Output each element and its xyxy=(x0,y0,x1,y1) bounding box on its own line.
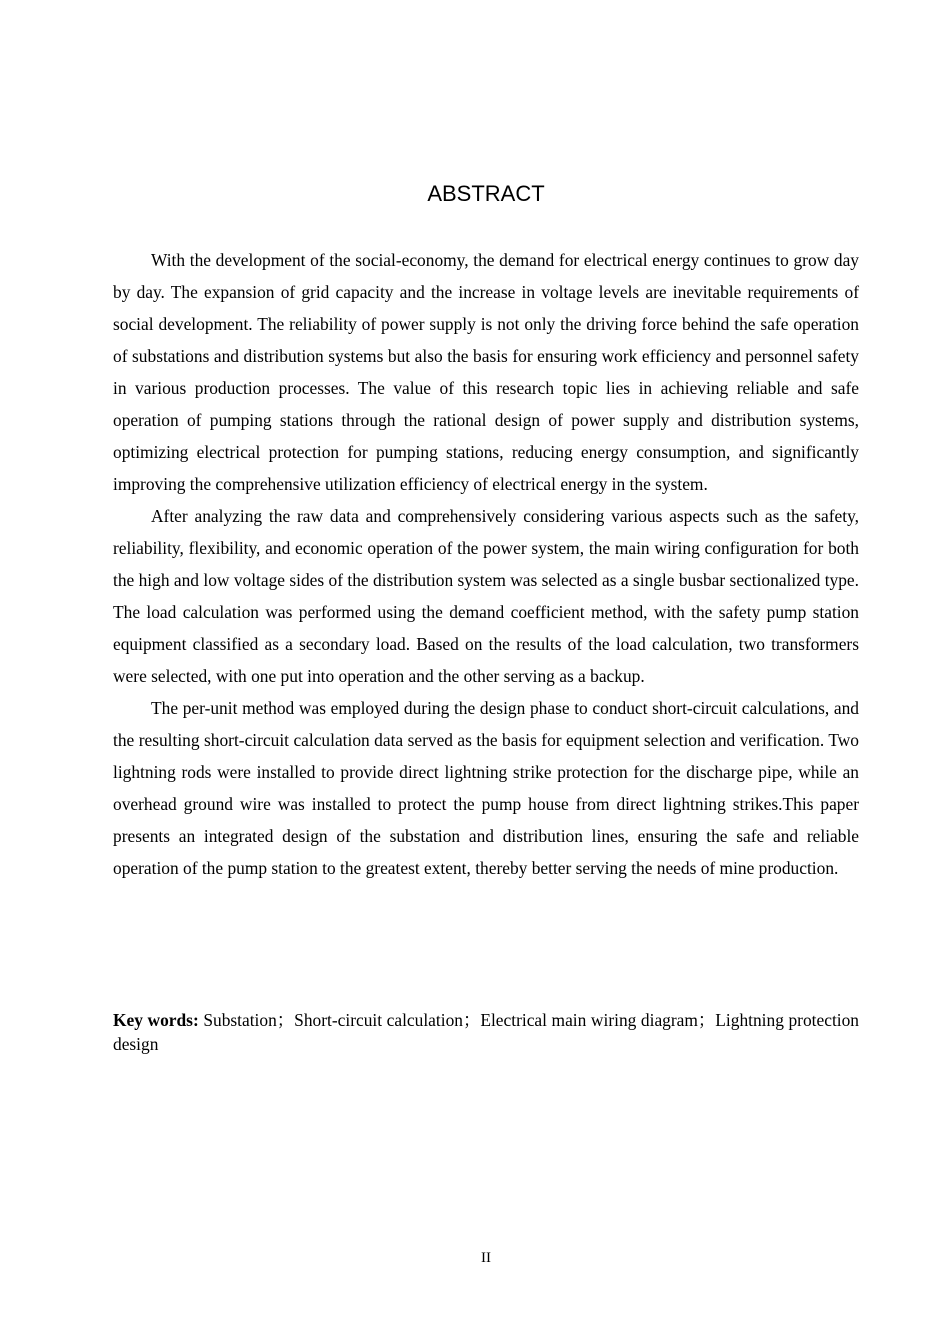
keywords-text: Substation；Short-circuit calculation；Electrical main wiring diagram；Lightning protection design xyxy=(113,1010,859,1054)
abstract-paragraph-3: The per-unit method was employed during the design phase to conduct short-circuit calculations, and the resulting short-circuit calculation data served as the basis for equipment selection and verification. Two lightning rods were installed to provide direct lightning strike protection for the discharge pipe, while an overhead ground wire was installed to protect the pump house from direct lightning strikes.This paper presents an integrated design of the substation and distribution lines, ensuring the safe and reliable operation of the pump station to the greatest extent, thereby better serving the needs of mine production. xyxy=(113,698,859,878)
keywords-line xyxy=(113,1008,859,1056)
abstract-paragraph-2: After analyzing the raw data and comprehensively considering various aspects such as the safety, reliability, flexibility, and economic operation of the power system, the main wiring configuration for both the high and low voltage sides of the distribution system was selected as a single busbar sectionalized type. The load calculation was performed using the demand coefficient method, with the safety pump station equipment classified as a secondary load. Based on the results of the load calculation, two transformers were selected, with one put into operation and the other serving as a backup. xyxy=(113,506,859,686)
abstract-heading: ABSTRACT xyxy=(427,181,545,206)
abstract-body xyxy=(113,244,859,884)
abstract-paragraph-1: With the development of the social-economy, the demand for electrical energy continues to grow day by day. The expansion of grid capacity and the increase in voltage levels are inevitable requirements of social development. The reliability of power supply is not only the driving force behind the safe operation of substations and distribution systems but also the basis for ensuring work efficiency and personnel safety in various production processes. The value of this research topic lies in achieving reliable and safe operation of pumping stations through the rational design of power supply and distribution systems, optimizing electrical protection for pumping stations, reducing energy consumption, and significantly improving the comprehensive utilization efficiency of electrical energy in the system. xyxy=(113,250,859,494)
page-number: II xyxy=(481,1250,491,1266)
keywords-label: Key words: xyxy=(113,1010,199,1030)
